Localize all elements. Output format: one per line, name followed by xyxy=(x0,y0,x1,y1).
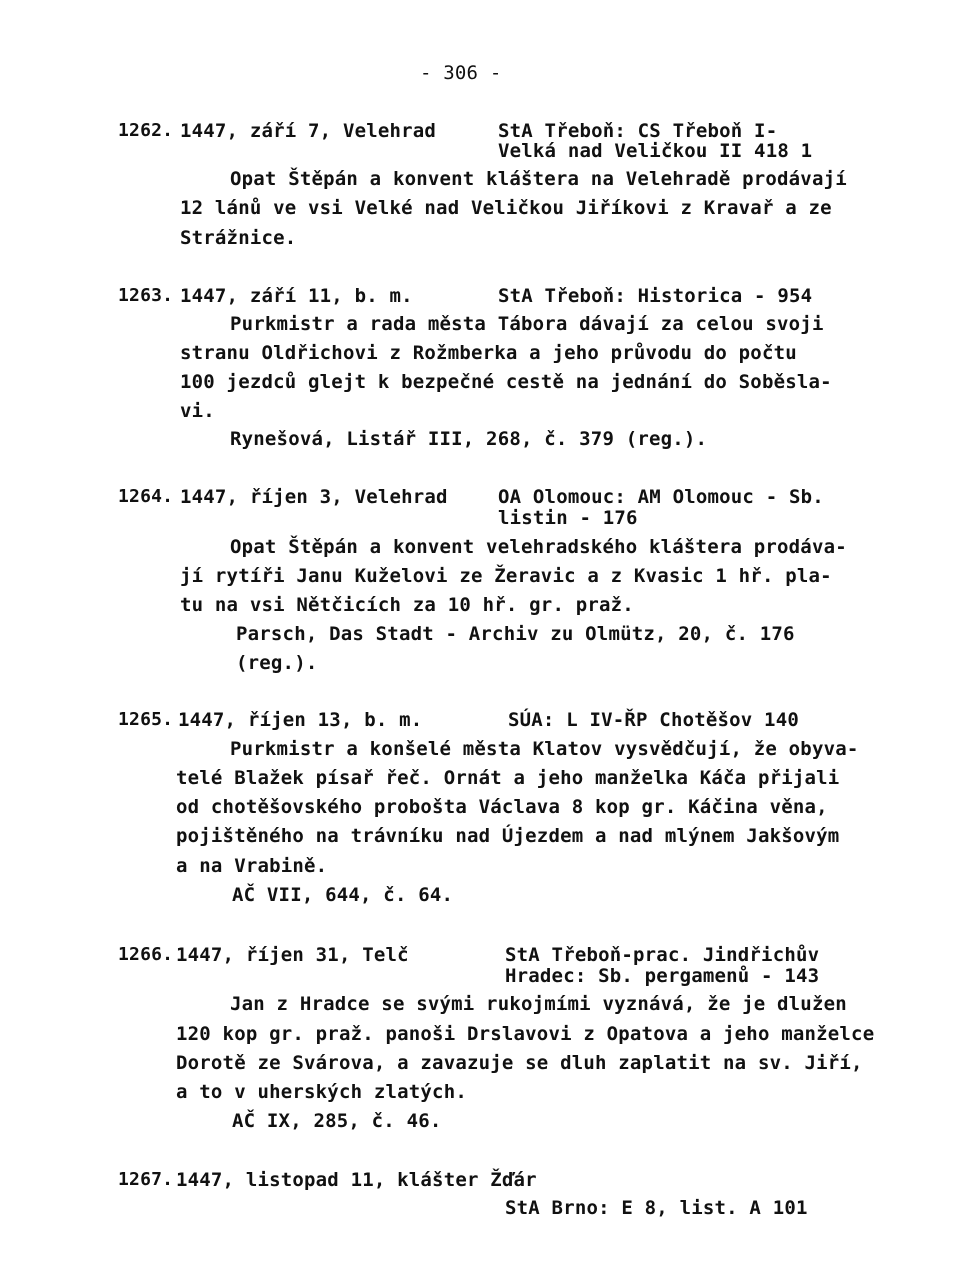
entry-archive-line: StA Brno: E 8, list. A 101 xyxy=(505,1197,808,1219)
page-number: - 306 - xyxy=(420,62,502,84)
entry-archive-line: SÚA: L IV-ŘP Chotěšov 140 xyxy=(508,709,799,731)
entry-text-line: tu na vsi Nětčicích za 10 hř. gr. praž. xyxy=(180,594,634,616)
entry-number: 1263. xyxy=(118,285,174,306)
entry-reference: Parsch, Das Stadt - Archiv zu Olmütz, 20, č. 176 xyxy=(236,623,795,645)
entry-date-place: 1447, říjen 3, Velehrad xyxy=(180,486,448,508)
entry-text-line: Opat Štěpán a konvent velehradského kláštera prodáva- xyxy=(230,536,847,558)
entry-text-line: od chotěšovského probošta Václava 8 kop gr. Káčina věna, xyxy=(176,796,828,818)
entry-archive-line: Hradec: Sb. pergamenů - 143 xyxy=(505,965,820,987)
entry-date-place: 1447, září 11, b. m. xyxy=(180,285,413,307)
entry-date-place: 1447, září 7, Velehrad xyxy=(180,120,437,142)
entry-text-line: a to v uherských zlatých. xyxy=(176,1081,467,1103)
entry-text-line: Strážnice. xyxy=(180,227,297,249)
entry-number: 1262. xyxy=(118,120,174,141)
entry-text-line: telé Blažek písař řeč. Ornát a jeho manželka Káča přijali xyxy=(176,767,840,789)
entry-number: 1267. xyxy=(118,1169,174,1190)
entry-number: 1266. xyxy=(118,944,174,965)
entry-archive-line: listin - 176 xyxy=(498,507,638,529)
entry-reference: (reg.). xyxy=(236,652,318,674)
entry-text-line: stranu Oldřichovi z Rožmberka a jeho průvodu do počtu xyxy=(180,342,797,364)
entry-archive-line: StA Třeboň: Historica - 954 xyxy=(498,285,813,307)
entry-reference: Rynešová, Listář III, 268, č. 379 (reg.). xyxy=(230,428,708,450)
entry-date-place: 1447, listopad 11, klášter Žďár xyxy=(176,1169,537,1191)
entry-text-line: 100 jezdců glejt k bezpečné cestě na jednání do Soběsla- xyxy=(180,371,832,393)
entry-date-place: 1447, říjen 31, Telč xyxy=(176,944,409,966)
entry-archive-line: OA Olomouc: AM Olomouc - Sb. xyxy=(498,486,824,508)
entry-text-line: jí rytíři Janu Kuželovi ze Žeravic a z Kvasic 1 hř. pla- xyxy=(180,565,832,587)
entry-text-line: a na Vrabině. xyxy=(176,855,328,877)
entry-text-line: Jan z Hradce se svými rukojmími vyznává, že je dlužen xyxy=(230,993,847,1015)
entry-text-line: Dorotě ze Svárova, a zavazuje se dluh zaplatit na sv. Jiří, xyxy=(176,1052,863,1074)
entry-text-line: 120 kop gr. praž. panoši Drslavovi z Opatova a jeho manželce xyxy=(176,1023,875,1045)
entry-text-line: Purkmistr a rada města Tábora dávají za celou svoji xyxy=(230,313,824,335)
entry-number: 1265. xyxy=(118,709,174,730)
entry-date-place: 1447, říjen 13, b. m. xyxy=(178,709,423,731)
entry-text-line: vi. xyxy=(180,400,215,422)
entry-text-line: pojištěného na trávníku nad Újezdem a nad mlýnem Jakšovým xyxy=(176,825,840,847)
entry-archive-line: StA Třeboň-prac. Jindřichův xyxy=(505,944,820,966)
entry-reference: AČ IX, 285, č. 46. xyxy=(232,1110,442,1132)
entry-archive-line: Velká nad Veličkou II 418 1 xyxy=(498,140,813,162)
entry-text-line: Purkmistr a konšelé města Klatov vysvědčují, že obyva- xyxy=(230,738,859,760)
entry-reference: AČ VII, 644, č. 64. xyxy=(232,884,454,906)
entry-number: 1264. xyxy=(118,486,174,507)
entry-text-line: Opat Štěpán a konvent kláštera na Velehradě prodávají xyxy=(230,168,847,190)
entry-text-line: 12 lánů ve vsi Velké nad Veličkou Jiříkovi z Kravař a ze xyxy=(180,197,832,219)
entry-archive-line: StA Třeboň: CS Třeboň I- xyxy=(498,120,778,142)
